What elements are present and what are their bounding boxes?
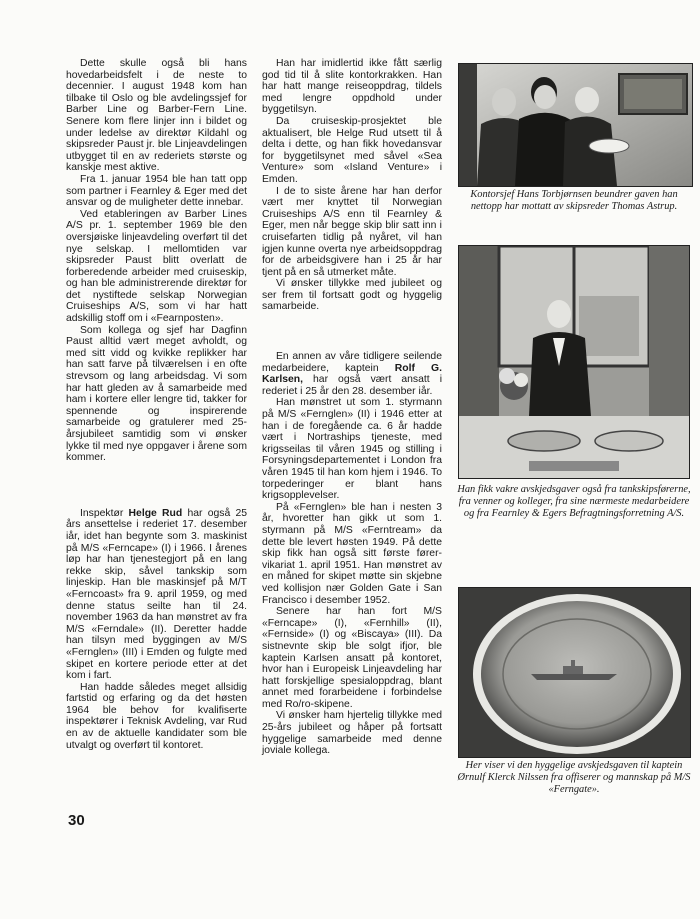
paragraph: Han mønstret ut som 1. styrmann på M/S «Fernglen» (II) i 1946 etter at han i de foregående ca. 6 år hadde vært i Nortraships tjeneste, med krigsseilas til våren 1945 og stilling i Forsyningsdepartementet i London fra våren 1945 til han kom hjem i 1946. To torpederinger er blant hans krigsopplevelser.: [262, 397, 442, 502]
paragraph: Ved etableringen av Barber Lines A/S pr. 1. september 1969 ble den oversjøiske linjeavdeling overført til det nye selskap. I mellomtiden var skipsreder Paust blitt overlatt de forberedende arbeider med cruiseskip, og han ble administrerende direktør for det nystiftede selskap Norwegian Cruiseships A/S, som vi har hatt adskillig stoff om i «Fearnposten».: [66, 208, 247, 325]
photo-engraved-plate-image: [459, 588, 690, 757]
paragraph: Fra 1. januar 1954 ble han tatt opp som partner i Fearnley & Eger med det ansvar og de muligheter dette innebar.: [66, 173, 247, 209]
paragraph-helge-rud-intro: Inspektør Helge Rud har også 25 års ansettelse i rederiet 17. desember iår, idet han begynte som 3. maskinist på M/S «Ferncape» (I) i 1966. I årenes løp har han tjenestegjort på en lang rekke skip, såvel tankskip som linjeskip. Han ble maskinsjef på M/T «Ferncoast» fra 9. april 1959, og med denne status seilte han til 24. november 1963 da han mønstret av fra M/S «Ferndale» (II). Deretter hadde han tilsyn med byggingen av M/S «Fernglen» (III) i Emden og fulgte med skipet en kortere periode etter at det kom i fart.: [66, 507, 247, 682]
photo-engraved-plate-caption: Her viser vi den hyggelige avskjedsgaven til kaptein Ørnulf Klerck Nilssen fra offiserer og mannskap på M/S «Ferngate».: [457, 760, 691, 795]
page-number: 30: [68, 812, 85, 829]
photo-farewell-gifts-image: [459, 246, 689, 478]
photo-farewell-gifts-caption: Han fikk vakre avskjedsgaver også fra tankskipsførerne, fra venner og kolleger, fra sine nærmeste medarbeidere og fra Fearnley & Egers Befragtningsforretning A/S.: [457, 484, 691, 519]
paragraph: I de to siste årene har han derfor vært mer knyttet til Norwegian Cruiseships A/S enn til Fearnley & Eger, men når begge skip blir satt inn i cruisefarten tidlig på nyåret, vil han igjen kunne overta nye arbeidsoppdrag for de arbeidsgivere han i 25 år har tjent på en så utmerket måte.: [262, 185, 442, 278]
photo-farewell-gifts: [458, 245, 690, 479]
paragraph: Han hadde således meget allsidig fartstid og erfaring og da det høsten 1964 ble behov for kvalifiserte inspektører i Teknisk Avdeling, var Rud en av de aktuelle kandidater som ble utvalgt og overført til kontoret.: [66, 681, 247, 751]
paragraph: Senere har han fort M/S «Ferncape» (I), «Fernhill» (II), «Fernside» (I) og «Biscaya» (III). Da sistnevnte skip ble solgt ifjor, ble kaptein Karlsen ansatt på kontoret, hvor han i Europeisk Linjeavdeling har hatt forskjellige spesialoppdrag, blant annet med forarbeidene i forbindelse med Ro/ro-skipene.: [262, 606, 442, 710]
paragraph: Dette skulle også bli hans hovedarbeidsfelt i de neste to decennier. I august 1948 kom han tilbake til Oslo og ble avdelingssjef for Barber Line og Barber-Fern Line. Senere kom flere linjer inn i bildet og under ledelse av direktør Kildahl og skipsreder Paust jr. ble Linjeavdelingen utbygget til en av rederiets største og kanskje mest aktive.: [66, 58, 247, 174]
article-column-left: [66, 58, 247, 751]
paragraph: På «Fernglen» ble han i nesten 3 år, hvoretter han gikk ut som 1. styrmann på M/S «Ferntream» da dette ble levert høsten 1949. På dette skip fikk han også sitt første fører-vikariat 1. april 1951. Han mønstret av en måned for skipet møtte sin skjebne ved kollisjon nær Golden Gate i San Francisco i desember 1952.: [262, 501, 442, 606]
paragraph: Som kollega og sjef har Dagfinn Paust alltid vært meget avholdt, og med sitt vidd og kvikke replikker har han satt farve på tilværelsen i en ofte strevsom og lang arbeidsdag. Vi som har hatt gleden av å samarbeide med ham i kortere eller lengre tid, takker for spennende og inspirerende samarbeide og gratulerer med 25-årsjubileet samtidig som vi ønsker lykke til med nye oppgaver i årene som kommer.: [66, 324, 247, 464]
photo-gift-presentation-image: [459, 64, 692, 186]
paragraph: Da cruiseskip-prosjektet ble aktualisert, ble Helge Rud utsett til å delta i dette, og han fikk hovedansvar for byggetilsynet med såvel «Sea Venture» som «Island Venture» i Emden.: [262, 115, 442, 185]
paragraph: Vi ønsker tillykke med jubileet og ser frem til fortsatt godt og hyggelig samarbeide.: [262, 278, 442, 313]
paragraph: Han har imidlertid ikke fått særlig god tid til å slite kontorkrakken. Han har hatt mange reiseoppdrag, tildels med lengre oppdhold under byggetilsyn.: [262, 58, 442, 116]
person-name-rolf-karlsen: Rolf G. Karlsen,: [262, 362, 442, 386]
person-name-helge-rud: Helge Rud: [128, 507, 183, 519]
photo-gift-presentation-caption: Kontorsjef Hans Torbjørnsen beundrer gaven han nettopp har mottatt av skipsreder Thomas Astrup.: [470, 189, 678, 212]
photo-engraved-plate: [458, 587, 691, 758]
paragraph-rolf-karlsen-intro: En annen av våre tidligere seilende medarbeidere, kaptein Rolf G. Karlsen, har også vært ansatt i rederiet i 25 år den 28. desember iår.: [262, 351, 442, 397]
article-column-middle: [262, 58, 442, 757]
paragraph: Vi ønsker ham hjertelig tillykke med 25-års jubileet og håper på fortsatt hyggelige samarbeide med denne joviale kollega.: [262, 710, 442, 757]
photo-gift-presentation: [458, 63, 693, 187]
